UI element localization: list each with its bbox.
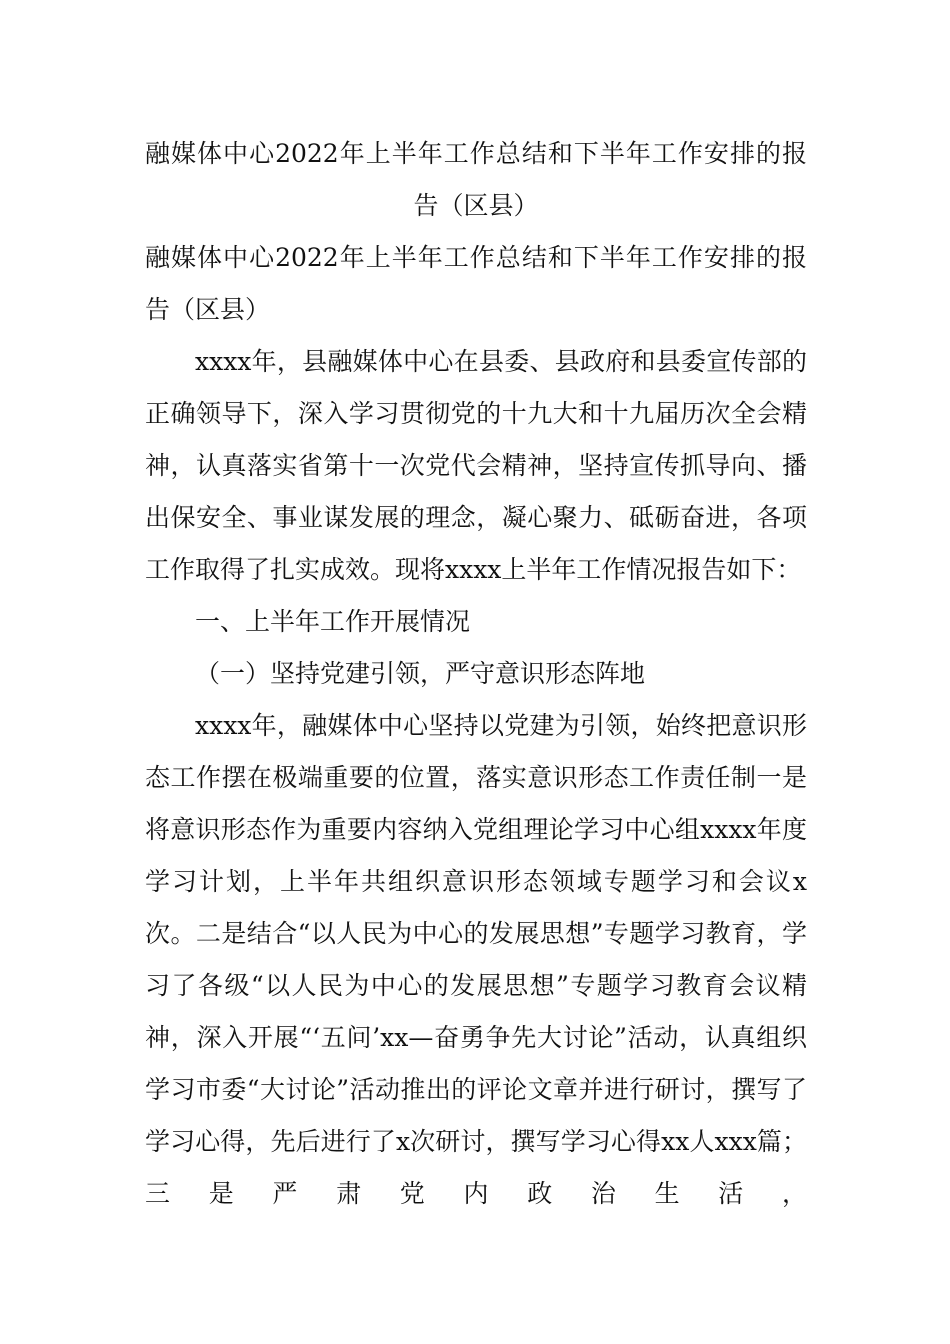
- subsection-heading-1: （一）坚持党建引领，严守意识形态阵地: [195, 659, 646, 688]
- document-title: 融媒体中心2022年上半年工作总结和下半年工作安排的报告（区县）: [145, 139, 807, 220]
- intro-paragraph: xxxx年，县融媒体中心在县委、县政府和县委宣传部的正确领导下，深入学习贯彻党的十九大和十九届历次全会精神，认真落实省第十一次党代会精神，坚持宣传抓导向、播出保安全、事业谋发展的理念，凝心聚力、砥砺奋进，各项工作取得了扎实成效。现将xxxx上半年工作情况报告如下：: [145, 347, 807, 584]
- document-subtitle: 融媒体中心2022年上半年工作总结和下半年工作安排的报告（区县）: [145, 243, 807, 324]
- document-body: [145, 128, 807, 1220]
- body-paragraph-1: xxxx年，融媒体中心坚持以党建为引领，始终把意识形态工作摆在极端重要的位置，落实意识形态工作责任制一是将意识形态作为重要内容纳入党组理论学习中心组xxxx年度学习计划，上半年共组织意识形态领域专题学习和会议x次。二是结合“以人民为中心的发展思想”专题学习教育，学习了各级“以人民为中心的发展思想”专题学习教育会议精神，深入开展“‘五问’xx—奋勇争先大讨论”活动，认真组织学习市委“大讨论”活动推出的评论文章并进行研讨，撰写了学习心得，先后进行了x次研讨，撰写学习心得xx人xxx篇；三是严肃党内政治生活，: [145, 711, 807, 1208]
- section-heading-1: 一、上半年工作开展情况: [195, 607, 471, 636]
